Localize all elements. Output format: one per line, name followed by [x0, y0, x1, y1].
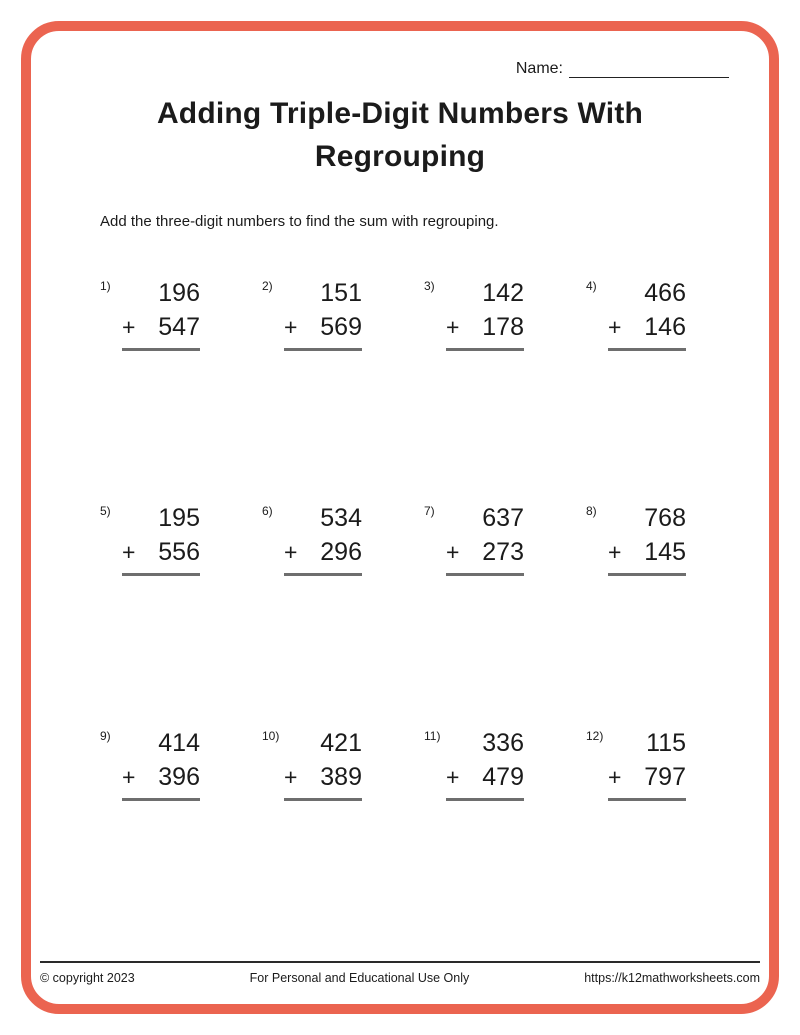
problem-number: 10) [262, 729, 280, 743]
problem-8 [586, 501, 686, 576]
addend-bottom: 547 [158, 313, 200, 341]
problem-number: 1) [100, 279, 111, 293]
addend-top: 115 [646, 729, 686, 757]
addend-top: 414 [158, 729, 200, 757]
addend-top: 768 [644, 504, 686, 532]
worksheet-title [0, 92, 800, 178]
problem-column [608, 276, 686, 351]
footer-url: https://k12mathworksheets.com [584, 971, 760, 985]
addend-row [122, 310, 200, 351]
addend-bottom: 296 [320, 538, 362, 566]
title-line-2: Regrouping [314, 140, 486, 173]
footer-usage-note: For Personal and Educational Use Only [249, 971, 470, 985]
problem-11 [424, 726, 524, 801]
name-label: Name: [515, 60, 563, 77]
addend-row [446, 760, 524, 801]
problem-10 [262, 726, 362, 801]
addend-row [284, 310, 362, 351]
problem-number: 7) [424, 504, 435, 518]
addend-row [446, 310, 524, 351]
problem-number: 9) [100, 729, 111, 743]
addend-row [284, 760, 362, 801]
plus-operator: + [608, 314, 622, 340]
plus-operator: + [608, 764, 622, 790]
addend-top: 637 [482, 504, 524, 532]
problem-1 [100, 276, 200, 351]
plus-operator: + [284, 314, 298, 340]
addend-bottom: 556 [158, 538, 200, 566]
addend-bottom: 396 [158, 763, 200, 791]
addend-bottom: 479 [482, 763, 524, 791]
problem-number: 12) [586, 729, 604, 743]
problem-column [284, 726, 362, 801]
problem-number: 2) [262, 279, 273, 293]
addend-row [122, 760, 200, 801]
problem-7 [424, 501, 524, 576]
problem-number: 4) [586, 279, 597, 293]
footer-copyright: © copyright 2023 [40, 971, 135, 985]
name-blank-line [569, 58, 729, 78]
addend-row [608, 535, 686, 576]
addend-row [122, 535, 200, 576]
addend-top: 466 [644, 279, 686, 307]
name-field-row [516, 58, 729, 78]
addend-top: 534 [320, 504, 362, 532]
problems-grid [100, 276, 686, 801]
plus-operator: + [446, 764, 460, 790]
addend-row [446, 535, 524, 576]
plus-operator: + [446, 539, 460, 565]
problem-column [284, 276, 362, 351]
problem-number: 3) [424, 279, 435, 293]
title-line-1: Adding Triple-Digit Numbers With [156, 97, 644, 130]
plus-operator: + [284, 539, 298, 565]
problem-column [446, 501, 524, 576]
problem-number: 6) [262, 504, 273, 518]
problem-column [446, 726, 524, 801]
addend-bottom: 569 [320, 313, 362, 341]
problem-12 [586, 726, 686, 801]
addend-top: 151 [320, 279, 362, 307]
problem-2 [262, 276, 362, 351]
problem-4 [586, 276, 686, 351]
plus-operator: + [608, 539, 622, 565]
plus-operator: + [446, 314, 460, 340]
plus-operator: + [284, 764, 298, 790]
addend-top: 336 [482, 729, 524, 757]
problem-number: 8) [586, 504, 597, 518]
addend-bottom: 145 [644, 538, 686, 566]
problem-column [446, 276, 524, 351]
addend-row [608, 760, 686, 801]
addend-bottom: 146 [644, 313, 686, 341]
addend-row [284, 535, 362, 576]
problem-9 [100, 726, 200, 801]
problem-column [122, 501, 200, 576]
addend-bottom: 389 [320, 763, 362, 791]
page-footer [40, 961, 760, 985]
plus-operator: + [122, 539, 136, 565]
instruction-text: Add the three-digit numbers to find the sum with regrouping. [100, 213, 499, 230]
addend-bottom: 273 [482, 538, 524, 566]
problem-number: 11) [424, 729, 441, 743]
plus-operator: + [122, 314, 136, 340]
addend-bottom: 178 [482, 313, 524, 341]
problem-column [122, 726, 200, 801]
problem-column [608, 726, 686, 801]
problem-6 [262, 501, 362, 576]
problem-3 [424, 276, 524, 351]
addend-top: 195 [158, 504, 200, 532]
problem-5 [100, 501, 200, 576]
problem-number: 5) [100, 504, 111, 518]
addend-bottom: 797 [644, 763, 686, 791]
problem-column [608, 501, 686, 576]
addend-row [608, 310, 686, 351]
problem-column [122, 276, 200, 351]
plus-operator: + [122, 764, 136, 790]
addend-top: 421 [320, 729, 362, 757]
addend-top: 196 [158, 279, 200, 307]
problem-column [284, 501, 362, 576]
addend-top: 142 [482, 279, 524, 307]
